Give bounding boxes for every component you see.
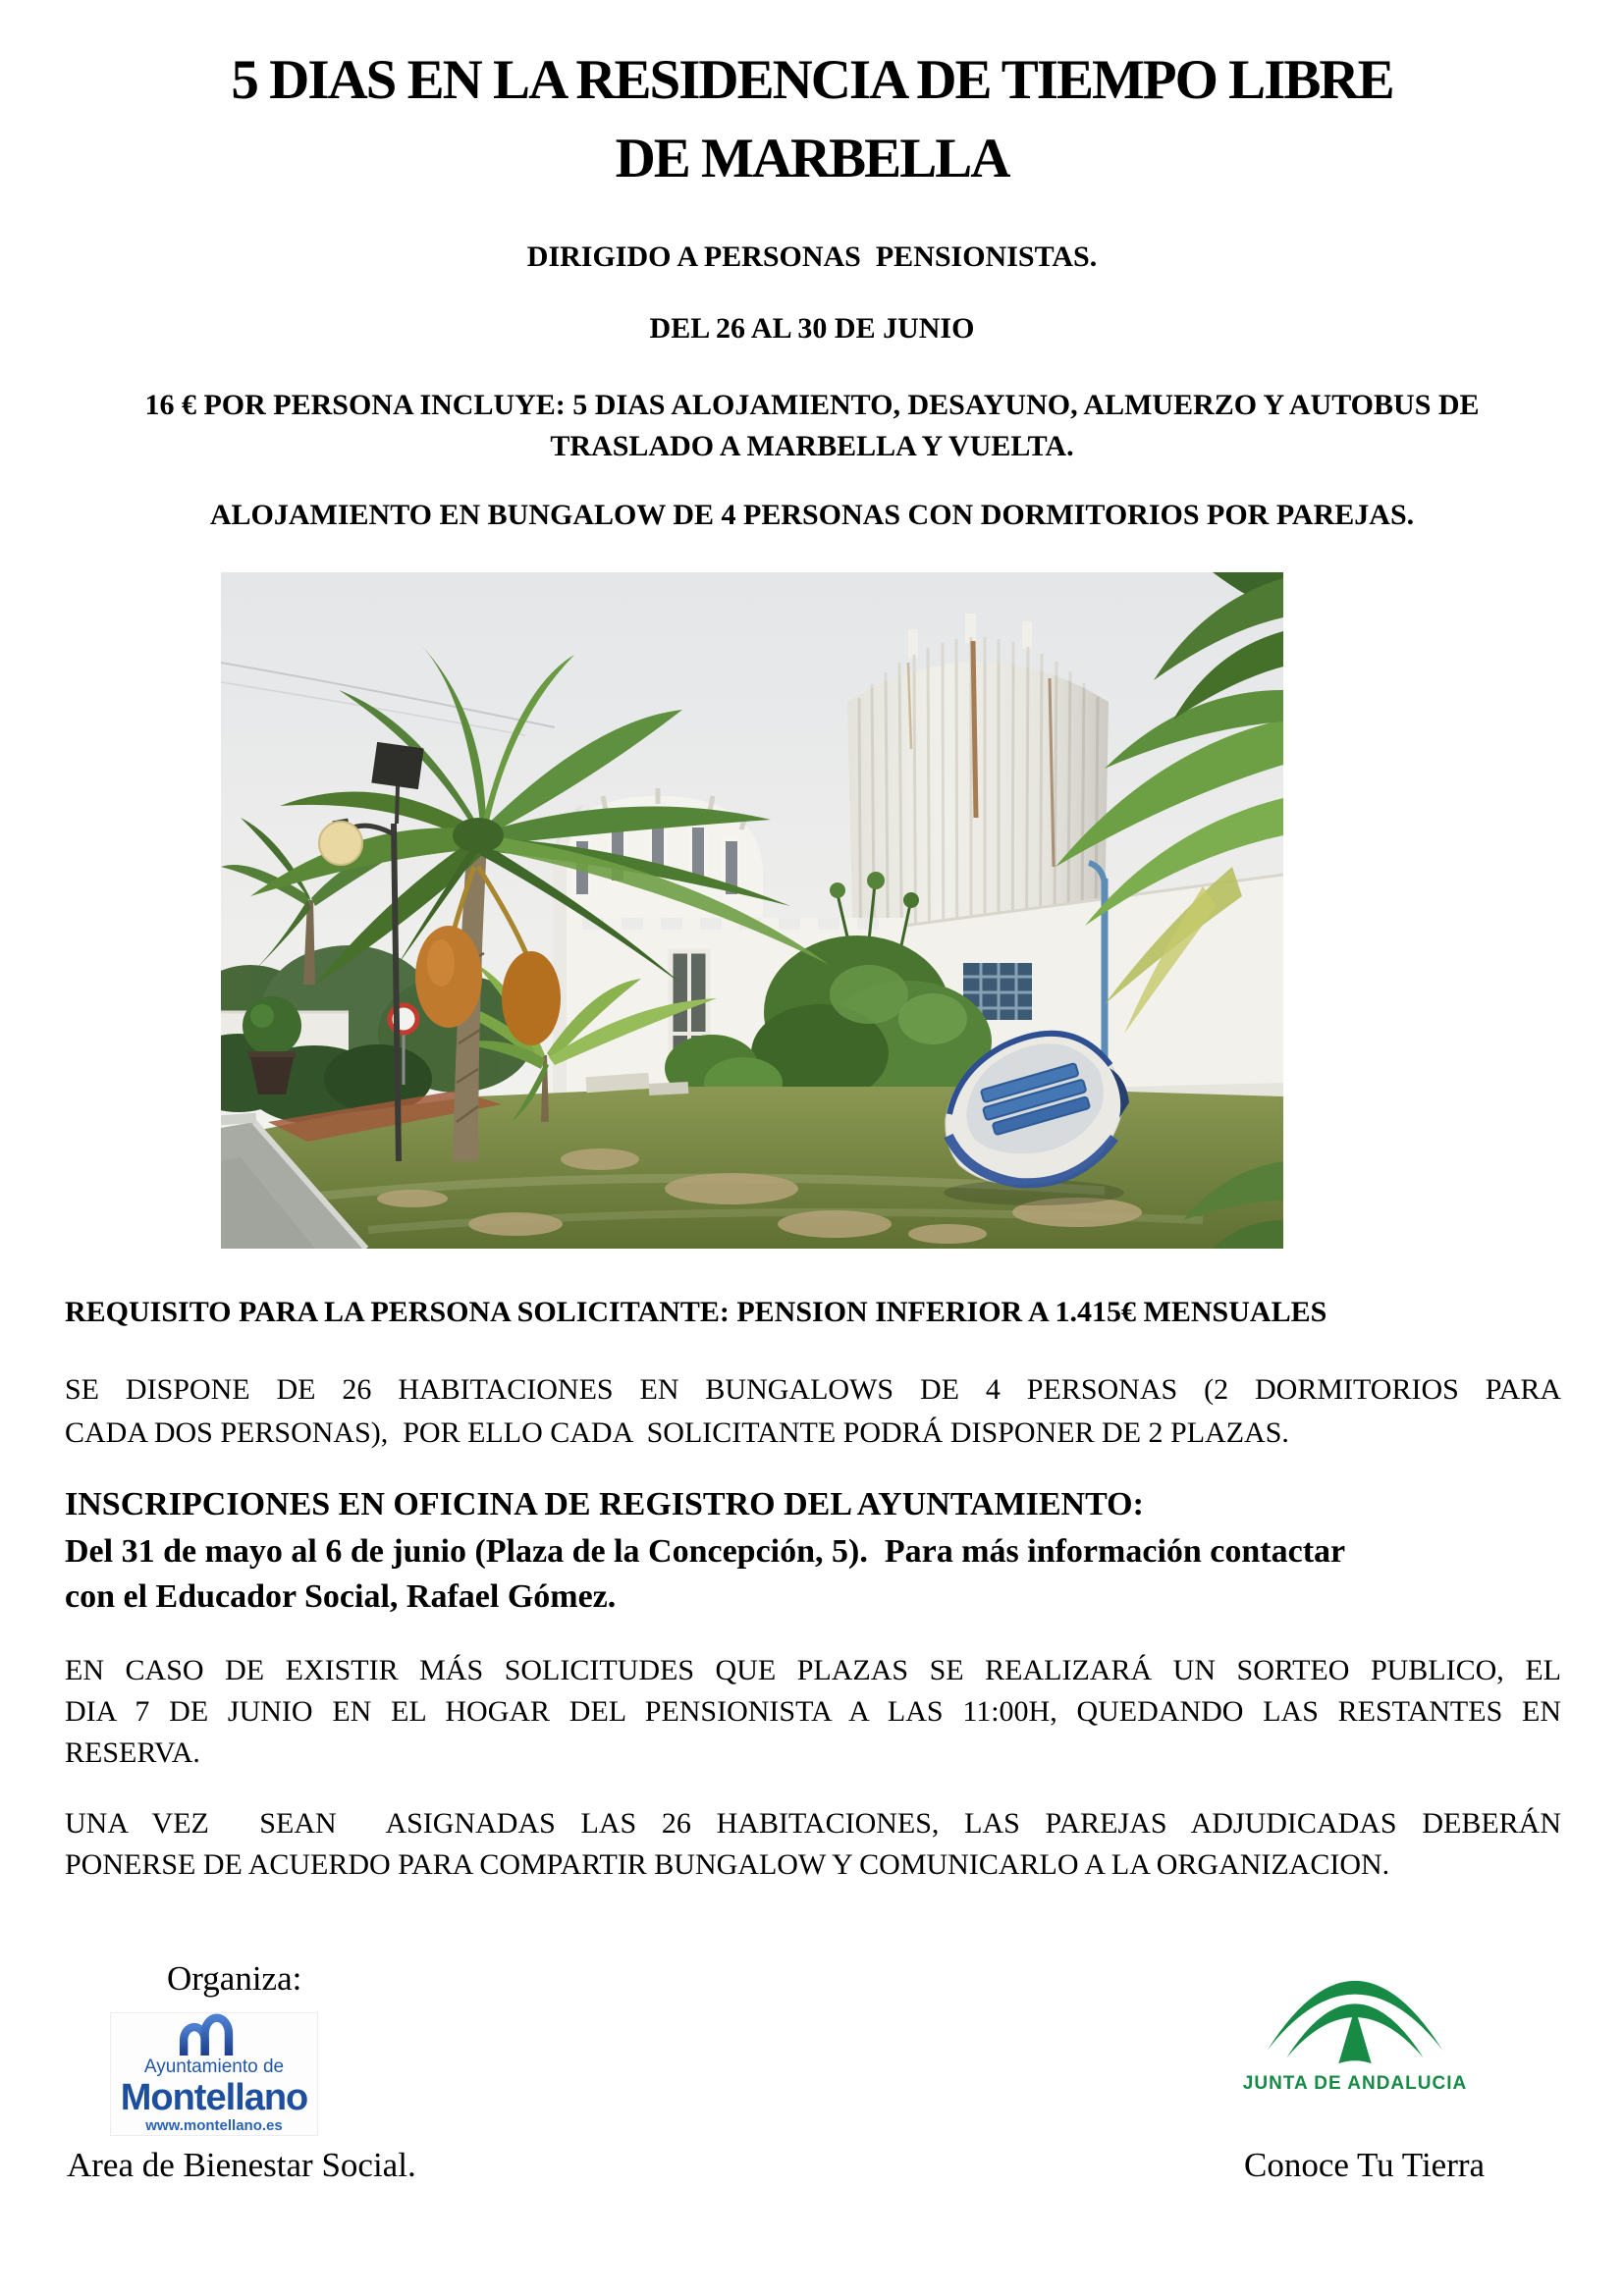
junta-andalucia-logo — [1239, 1975, 1471, 2112]
paragraph-dispone: SE DISPONE DE 26 HABITACIONES EN BUNGALOWS DE 4 PERSONAS (2 DORMITORIOS PARA CADA DOS PERSONAS), POR ELLO CADA SOLICITANTE PODRÁ DISPONER DE 2 PLAZAS. — [65, 1373, 1561, 1449]
paragraph-precio: 16 € POR PERSONA INCLUYE: 5 DIAS ALOJAMIENTO, DESAYUNO, ALMUERZO Y AUTOBUS DE TRASLADO A MARBELLA Y VUELTA. — [144, 389, 1480, 462]
conoce-tu-tierra-label: Conoce Tu Tierra — [1244, 2146, 1486, 2184]
montellano-arches-icon — [173, 2013, 255, 2056]
paragraph-sorteo: EN CASO DE EXISTIR MÁS SOLICITUDES QUE PLAZAS SE REALIZARÁ UN SORTEO PUBLICO, EL DIA 7 DE JUNIO EN EL HOGAR DEL PENSIONISTA A LAS 11:00H, QUEDANDO LAS RESTANTES EN RESERVA. — [65, 1654, 1561, 1769]
residence-photo-svg — [221, 572, 1283, 1249]
speaker-box — [371, 742, 423, 789]
paragraph-alojamiento: ALOJAMIENTO EN BUNGALOW DE 4 PERSONAS CON DORMITORIOS POR PAREJAS. — [209, 499, 1415, 531]
paragraph-requisito: REQUISITO PARA LA PERSONA SOLICITANTE: PENSION INFERIOR A 1.415€ MENSUALES — [65, 1296, 1327, 1328]
date-cluster — [502, 951, 561, 1045]
montellano-logo-url: www.montellano.es — [145, 2117, 283, 2134]
lamp-globe — [319, 822, 362, 865]
montellano-logo-line2: Montellano — [120, 2077, 308, 2118]
paragraph-inscripciones-detalle: Del 31 de mayo al 6 de junio (Plaza de la Concepción, 5). Para más información contactar con el Educador Social, Rafael Gómez. — [65, 1533, 1346, 1615]
organiza-label: Organiza: — [167, 1959, 302, 1998]
montellano-logo-line1: Ayuntamiento de — [143, 2056, 285, 2077]
paragraph-parejas: UNA VEZ SEAN ASIGNADAS LAS 26 HABITACIONES, LAS PAREJAS ADJUDICADAS DEBERÁN PONERSE DE ACUERDO PARA COMPARTIR BUNGALOW Y COMUNICARLO A LA ORGANIZACION. — [65, 1807, 1561, 1881]
junta-andalucia-arcs-icon — [1262, 1975, 1448, 2071]
residence-photo — [221, 572, 1283, 1249]
heading-inscripciones: INSCRIPCIONES EN OFICINA DE REGISTRO DEL AYUNTAMIENTO: — [65, 1486, 1144, 1522]
subtitle-fechas: DEL 26 AL 30 DE JUNIO — [649, 312, 975, 345]
junta-andalucia-name: JUNTA DE ANDALUCIA — [1242, 2073, 1468, 2094]
area-bienestar-label: Area de Bienestar Social. — [67, 2146, 416, 2184]
subtitle-dirigido: DIRIGIDO A PERSONAS PENSIONISTAS. — [526, 240, 1098, 273]
page-title: 5 DIAS EN LA RESIDENCIA DE TIEMPO LIBRE DE MARBELLA — [231, 49, 1393, 189]
montellano-logo — [110, 2012, 318, 2136]
